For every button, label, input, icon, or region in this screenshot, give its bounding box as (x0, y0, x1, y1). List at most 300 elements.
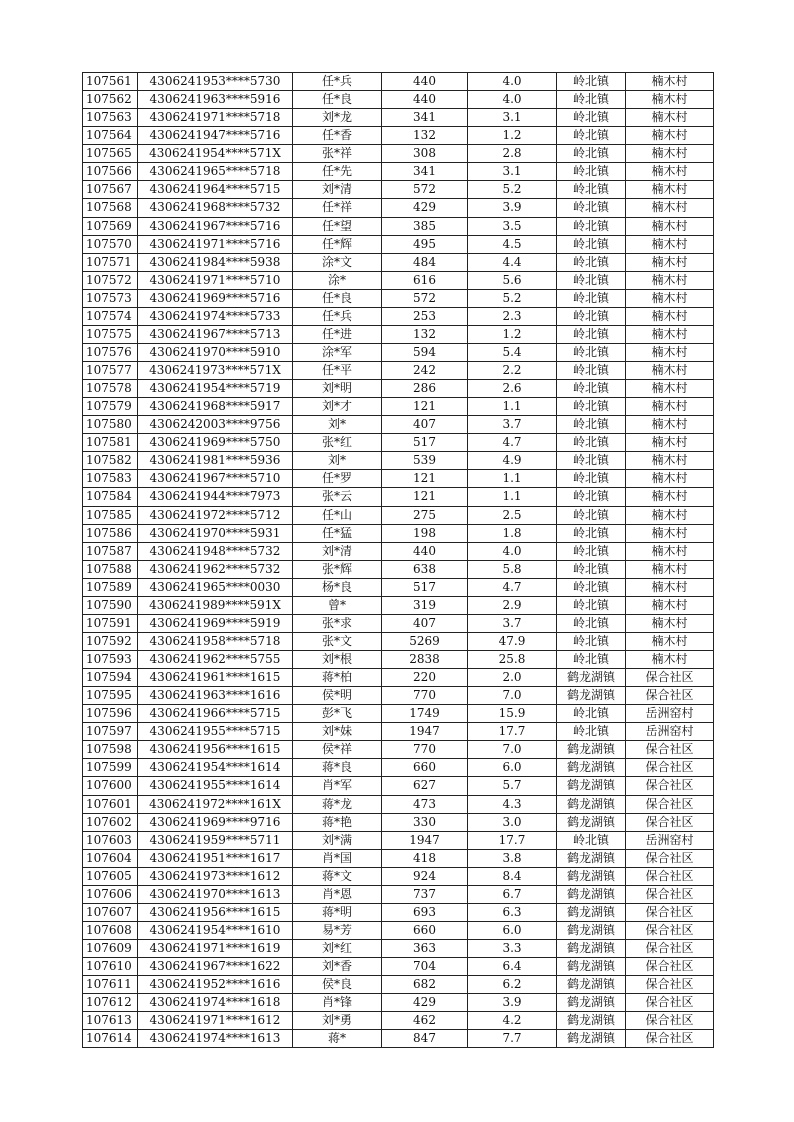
town-cell: 岭北镇 (557, 380, 626, 398)
amount-cell: 308 (382, 145, 468, 163)
name-cell: 任*辉 (293, 235, 382, 253)
record-id-cell: 107613 (83, 1012, 138, 1030)
village-cell: 楠木村 (626, 235, 714, 253)
area-cell: 17.7 (468, 723, 557, 741)
record-id-cell: 107577 (83, 362, 138, 380)
record-id-cell: 107601 (83, 795, 138, 813)
table-row (83, 723, 714, 741)
record-id-cell: 107607 (83, 903, 138, 921)
village-cell: 楠木村 (626, 181, 714, 199)
name-cell: 任*山 (293, 506, 382, 524)
area-cell: 2.2 (468, 362, 557, 380)
town-cell: 岭北镇 (557, 705, 626, 723)
area-cell: 6.0 (468, 759, 557, 777)
table-row (83, 885, 714, 903)
record-id-cell: 107561 (83, 73, 138, 91)
table-row (83, 235, 714, 253)
amount-cell: 517 (382, 434, 468, 452)
village-cell: 楠木村 (626, 73, 714, 91)
name-cell: 刘*勇 (293, 1012, 382, 1030)
amount-cell: 660 (382, 921, 468, 939)
table-row (83, 831, 714, 849)
amount-cell: 638 (382, 560, 468, 578)
town-cell: 鹤龙湖镇 (557, 885, 626, 903)
town-cell: 鹤龙湖镇 (557, 994, 626, 1012)
village-cell: 楠木村 (626, 307, 714, 325)
id-number-cell: 4306241973****1612 (138, 867, 293, 885)
village-cell: 岳洲窑村 (626, 723, 714, 741)
town-cell: 鹤龙湖镇 (557, 741, 626, 759)
id-number-cell: 4306241972****5712 (138, 506, 293, 524)
village-cell: 楠木村 (626, 380, 714, 398)
id-number-cell: 4306241951****1617 (138, 849, 293, 867)
village-cell: 保合社区 (626, 759, 714, 777)
village-cell: 楠木村 (626, 452, 714, 470)
name-cell: 肖*锋 (293, 994, 382, 1012)
table-row (83, 289, 714, 307)
table-row (83, 362, 714, 380)
name-cell: 任*先 (293, 163, 382, 181)
id-number-cell: 4306241971****5718 (138, 109, 293, 127)
id-number-cell: 4306241969****5750 (138, 434, 293, 452)
village-cell: 保合社区 (626, 849, 714, 867)
id-number-cell: 4306241962****5755 (138, 651, 293, 669)
table-row (83, 976, 714, 994)
amount-cell: 5269 (382, 632, 468, 650)
town-cell: 岭北镇 (557, 127, 626, 145)
id-number-cell: 4306241969****5919 (138, 614, 293, 632)
town-cell: 岭北镇 (557, 506, 626, 524)
id-number-cell: 4306241969****9716 (138, 813, 293, 831)
village-cell: 楠木村 (626, 127, 714, 145)
village-cell: 楠木村 (626, 488, 714, 506)
table-row (83, 199, 714, 217)
name-cell: 刘* (293, 416, 382, 434)
table-row (83, 73, 714, 91)
name-cell: 蒋*明 (293, 903, 382, 921)
table-row (83, 651, 714, 669)
table-row (83, 669, 714, 687)
name-cell: 蒋*龙 (293, 795, 382, 813)
area-cell: 6.7 (468, 885, 557, 903)
record-id-cell: 107591 (83, 614, 138, 632)
table-row (83, 506, 714, 524)
amount-cell: 418 (382, 849, 468, 867)
village-cell: 楠木村 (626, 271, 714, 289)
area-cell: 4.7 (468, 434, 557, 452)
village-cell: 岳洲窑村 (626, 831, 714, 849)
id-number-cell: 4306241948****5732 (138, 542, 293, 560)
id-number-cell: 4306241968****5732 (138, 199, 293, 217)
amount-cell: 770 (382, 687, 468, 705)
town-cell: 鹤龙湖镇 (557, 759, 626, 777)
village-cell: 楠木村 (626, 614, 714, 632)
village-cell: 保合社区 (626, 741, 714, 759)
village-cell: 楠木村 (626, 560, 714, 578)
record-id-cell: 107570 (83, 235, 138, 253)
amount-cell: 407 (382, 416, 468, 434)
table-row (83, 705, 714, 723)
name-cell: 张*求 (293, 614, 382, 632)
record-id-cell: 107586 (83, 524, 138, 542)
record-id-cell: 107588 (83, 560, 138, 578)
record-id-cell: 107566 (83, 163, 138, 181)
table-row (83, 452, 714, 470)
area-cell: 7.0 (468, 687, 557, 705)
town-cell: 岭北镇 (557, 831, 626, 849)
area-cell: 5.7 (468, 777, 557, 795)
id-number-cell: 4306241981****5936 (138, 452, 293, 470)
amount-cell: 198 (382, 524, 468, 542)
table-row (83, 560, 714, 578)
table-row (83, 488, 714, 506)
area-cell: 6.4 (468, 958, 557, 976)
town-cell: 岭北镇 (557, 362, 626, 380)
table-row (83, 380, 714, 398)
amount-cell: 594 (382, 343, 468, 361)
table-body (83, 73, 714, 1048)
record-id-cell: 107565 (83, 145, 138, 163)
table-row (83, 614, 714, 632)
amount-cell: 2838 (382, 651, 468, 669)
amount-cell: 1749 (382, 705, 468, 723)
name-cell: 刘*龙 (293, 109, 382, 127)
record-id-cell: 107609 (83, 940, 138, 958)
record-id-cell: 107576 (83, 343, 138, 361)
name-cell: 肖*国 (293, 849, 382, 867)
amount-cell: 616 (382, 271, 468, 289)
amount-cell: 517 (382, 578, 468, 596)
area-cell: 1.2 (468, 127, 557, 145)
id-number-cell: 4306241967****1622 (138, 958, 293, 976)
name-cell: 刘*根 (293, 651, 382, 669)
amount-cell: 253 (382, 307, 468, 325)
amount-cell: 132 (382, 127, 468, 145)
table-row (83, 777, 714, 795)
town-cell: 岭北镇 (557, 578, 626, 596)
area-cell: 6.2 (468, 976, 557, 994)
area-cell: 3.5 (468, 217, 557, 235)
area-cell: 5.8 (468, 560, 557, 578)
id-number-cell: 4306241961****1615 (138, 669, 293, 687)
village-cell: 楠木村 (626, 506, 714, 524)
amount-cell: 319 (382, 596, 468, 614)
name-cell: 任*望 (293, 217, 382, 235)
village-cell: 保合社区 (626, 1012, 714, 1030)
record-id-cell: 107602 (83, 813, 138, 831)
amount-cell: 275 (382, 506, 468, 524)
village-cell: 楠木村 (626, 416, 714, 434)
amount-cell: 440 (382, 542, 468, 560)
table-row (83, 416, 714, 434)
village-cell: 楠木村 (626, 524, 714, 542)
area-cell: 1.1 (468, 470, 557, 488)
town-cell: 岭北镇 (557, 632, 626, 650)
id-number-cell: 4306241953****5730 (138, 73, 293, 91)
town-cell: 鹤龙湖镇 (557, 813, 626, 831)
amount-cell: 341 (382, 163, 468, 181)
record-id-cell: 107606 (83, 885, 138, 903)
town-cell: 岭北镇 (557, 596, 626, 614)
record-id-cell: 107599 (83, 759, 138, 777)
table-row (83, 542, 714, 560)
id-number-cell: 4306241974****1618 (138, 994, 293, 1012)
town-cell: 鹤龙湖镇 (557, 1012, 626, 1030)
town-cell: 岭北镇 (557, 723, 626, 741)
village-cell: 保合社区 (626, 669, 714, 687)
table-row (83, 1030, 714, 1048)
record-id-cell: 107593 (83, 651, 138, 669)
record-id-cell: 107608 (83, 921, 138, 939)
amount-cell: 572 (382, 181, 468, 199)
amount-cell: 660 (382, 759, 468, 777)
table-row (83, 867, 714, 885)
id-number-cell: 4306241974****5733 (138, 307, 293, 325)
id-number-cell: 4306241954****571X (138, 145, 293, 163)
amount-cell: 440 (382, 91, 468, 109)
area-cell: 3.7 (468, 416, 557, 434)
id-number-cell: 4306241963****1616 (138, 687, 293, 705)
id-number-cell: 4306241967****5716 (138, 217, 293, 235)
area-cell: 1.1 (468, 488, 557, 506)
name-cell: 刘*清 (293, 542, 382, 560)
name-cell: 张*文 (293, 632, 382, 650)
village-cell: 保合社区 (626, 921, 714, 939)
amount-cell: 495 (382, 235, 468, 253)
record-id-cell: 107587 (83, 542, 138, 560)
town-cell: 岭北镇 (557, 73, 626, 91)
village-cell: 楠木村 (626, 163, 714, 181)
name-cell: 任*罗 (293, 470, 382, 488)
name-cell: 侯*祥 (293, 741, 382, 759)
amount-cell: 539 (382, 452, 468, 470)
name-cell: 蒋* (293, 1030, 382, 1048)
record-id-cell: 107574 (83, 307, 138, 325)
amount-cell: 1947 (382, 831, 468, 849)
village-cell: 保合社区 (626, 1030, 714, 1048)
amount-cell: 693 (382, 903, 468, 921)
record-id-cell: 107600 (83, 777, 138, 795)
village-cell: 保合社区 (626, 976, 714, 994)
town-cell: 鹤龙湖镇 (557, 795, 626, 813)
town-cell: 岭北镇 (557, 163, 626, 181)
area-cell: 3.8 (468, 849, 557, 867)
id-number-cell: 4306241947****5716 (138, 127, 293, 145)
table-row (83, 759, 714, 777)
town-cell: 岭北镇 (557, 524, 626, 542)
name-cell: 任*香 (293, 127, 382, 145)
id-number-cell: 4306241956****1615 (138, 741, 293, 759)
name-cell: 刘*满 (293, 831, 382, 849)
village-cell: 楠木村 (626, 343, 714, 361)
village-cell: 楠木村 (626, 289, 714, 307)
town-cell: 岭北镇 (557, 434, 626, 452)
table-row (83, 217, 714, 235)
area-cell: 2.9 (468, 596, 557, 614)
id-number-cell: 4306241959****5711 (138, 831, 293, 849)
village-cell: 楠木村 (626, 253, 714, 271)
area-cell: 3.3 (468, 940, 557, 958)
amount-cell: 627 (382, 777, 468, 795)
id-number-cell: 4306241954****1614 (138, 759, 293, 777)
id-number-cell: 4306241969****5716 (138, 289, 293, 307)
amount-cell: 286 (382, 380, 468, 398)
record-id-cell: 107611 (83, 976, 138, 994)
table-row (83, 434, 714, 452)
table-row (83, 163, 714, 181)
town-cell: 岭北镇 (557, 109, 626, 127)
record-id-cell: 107572 (83, 271, 138, 289)
id-number-cell: 4306241973****571X (138, 362, 293, 380)
town-cell: 鹤龙湖镇 (557, 867, 626, 885)
village-cell: 保合社区 (626, 940, 714, 958)
area-cell: 6.3 (468, 903, 557, 921)
amount-cell: 363 (382, 940, 468, 958)
id-number-cell: 4306241955****1614 (138, 777, 293, 795)
record-id-cell: 107568 (83, 199, 138, 217)
town-cell: 岭北镇 (557, 542, 626, 560)
name-cell: 蒋*艳 (293, 813, 382, 831)
record-id-cell: 107595 (83, 687, 138, 705)
village-cell: 保合社区 (626, 958, 714, 976)
name-cell: 杨*良 (293, 578, 382, 596)
name-cell: 张*红 (293, 434, 382, 452)
name-cell: 刘*香 (293, 958, 382, 976)
amount-cell: 924 (382, 867, 468, 885)
village-cell: 楠木村 (626, 578, 714, 596)
area-cell: 3.1 (468, 163, 557, 181)
record-id-cell: 107578 (83, 380, 138, 398)
table-row (83, 795, 714, 813)
area-cell: 5.6 (468, 271, 557, 289)
town-cell: 岭北镇 (557, 271, 626, 289)
area-cell: 1.8 (468, 524, 557, 542)
record-id-cell: 107605 (83, 867, 138, 885)
town-cell: 岭北镇 (557, 398, 626, 416)
table-row (83, 253, 714, 271)
area-cell: 1.1 (468, 398, 557, 416)
id-number-cell: 4306241972****161X (138, 795, 293, 813)
record-id-cell: 107583 (83, 470, 138, 488)
amount-cell: 385 (382, 217, 468, 235)
town-cell: 岭北镇 (557, 416, 626, 434)
name-cell: 任*良 (293, 91, 382, 109)
area-cell: 4.0 (468, 73, 557, 91)
town-cell: 岭北镇 (557, 651, 626, 669)
id-number-cell: 4306241954****1610 (138, 921, 293, 939)
town-cell: 岭北镇 (557, 181, 626, 199)
table-row (83, 181, 714, 199)
amount-cell: 242 (382, 362, 468, 380)
amount-cell: 121 (382, 398, 468, 416)
amount-cell: 429 (382, 994, 468, 1012)
id-number-cell: 4306241944****7973 (138, 488, 293, 506)
id-number-cell: 4306241970****5931 (138, 524, 293, 542)
area-cell: 3.0 (468, 813, 557, 831)
town-cell: 鹤龙湖镇 (557, 976, 626, 994)
name-cell: 蒋*柏 (293, 669, 382, 687)
name-cell: 曾* (293, 596, 382, 614)
id-number-cell: 4306241965****5718 (138, 163, 293, 181)
area-cell: 2.3 (468, 307, 557, 325)
name-cell: 刘*才 (293, 398, 382, 416)
amount-cell: 121 (382, 488, 468, 506)
village-cell: 楠木村 (626, 109, 714, 127)
area-cell: 4.4 (468, 253, 557, 271)
village-cell: 楠木村 (626, 362, 714, 380)
amount-cell: 429 (382, 199, 468, 217)
town-cell: 鹤龙湖镇 (557, 958, 626, 976)
amount-cell: 407 (382, 614, 468, 632)
table-row (83, 343, 714, 361)
amount-cell: 220 (382, 669, 468, 687)
name-cell: 涂*军 (293, 343, 382, 361)
name-cell: 侯*明 (293, 687, 382, 705)
table-row (83, 145, 714, 163)
area-cell: 7.7 (468, 1030, 557, 1048)
town-cell: 岭北镇 (557, 488, 626, 506)
id-number-cell: 4306241963****5916 (138, 91, 293, 109)
name-cell: 任*平 (293, 362, 382, 380)
area-cell: 1.2 (468, 325, 557, 343)
table-row (83, 470, 714, 488)
village-cell: 楠木村 (626, 91, 714, 109)
id-number-cell: 4306241956****1615 (138, 903, 293, 921)
area-cell: 2.5 (468, 506, 557, 524)
village-cell: 保合社区 (626, 687, 714, 705)
town-cell: 岭北镇 (557, 325, 626, 343)
town-cell: 岭北镇 (557, 560, 626, 578)
record-id-cell: 107614 (83, 1030, 138, 1048)
name-cell: 蒋*良 (293, 759, 382, 777)
town-cell: 鹤龙湖镇 (557, 849, 626, 867)
record-id-cell: 107563 (83, 109, 138, 127)
area-cell: 4.0 (468, 542, 557, 560)
record-id-cell: 107562 (83, 91, 138, 109)
amount-cell: 341 (382, 109, 468, 127)
area-cell: 4.9 (468, 452, 557, 470)
id-number-cell: 4306241952****1616 (138, 976, 293, 994)
amount-cell: 121 (382, 470, 468, 488)
table-row (83, 903, 714, 921)
id-number-cell: 4306241968****5917 (138, 398, 293, 416)
village-cell: 保合社区 (626, 867, 714, 885)
id-number-cell: 4306241971****5716 (138, 235, 293, 253)
record-id-cell: 107571 (83, 253, 138, 271)
village-cell: 楠木村 (626, 632, 714, 650)
town-cell: 岭北镇 (557, 470, 626, 488)
table-row (83, 307, 714, 325)
village-cell: 保合社区 (626, 903, 714, 921)
town-cell: 鹤龙湖镇 (557, 940, 626, 958)
area-cell: 3.9 (468, 994, 557, 1012)
town-cell: 岭北镇 (557, 217, 626, 235)
name-cell: 张*祥 (293, 145, 382, 163)
name-cell: 刘*清 (293, 181, 382, 199)
table-row (83, 91, 714, 109)
name-cell: 任*兵 (293, 307, 382, 325)
name-cell: 彭*飞 (293, 705, 382, 723)
amount-cell: 440 (382, 73, 468, 91)
area-cell: 4.3 (468, 795, 557, 813)
record-id-cell: 107594 (83, 669, 138, 687)
name-cell: 刘*红 (293, 940, 382, 958)
town-cell: 岭北镇 (557, 253, 626, 271)
id-number-cell: 4306241971****1612 (138, 1012, 293, 1030)
record-id-cell: 107585 (83, 506, 138, 524)
village-cell: 保合社区 (626, 777, 714, 795)
area-cell: 5.2 (468, 181, 557, 199)
